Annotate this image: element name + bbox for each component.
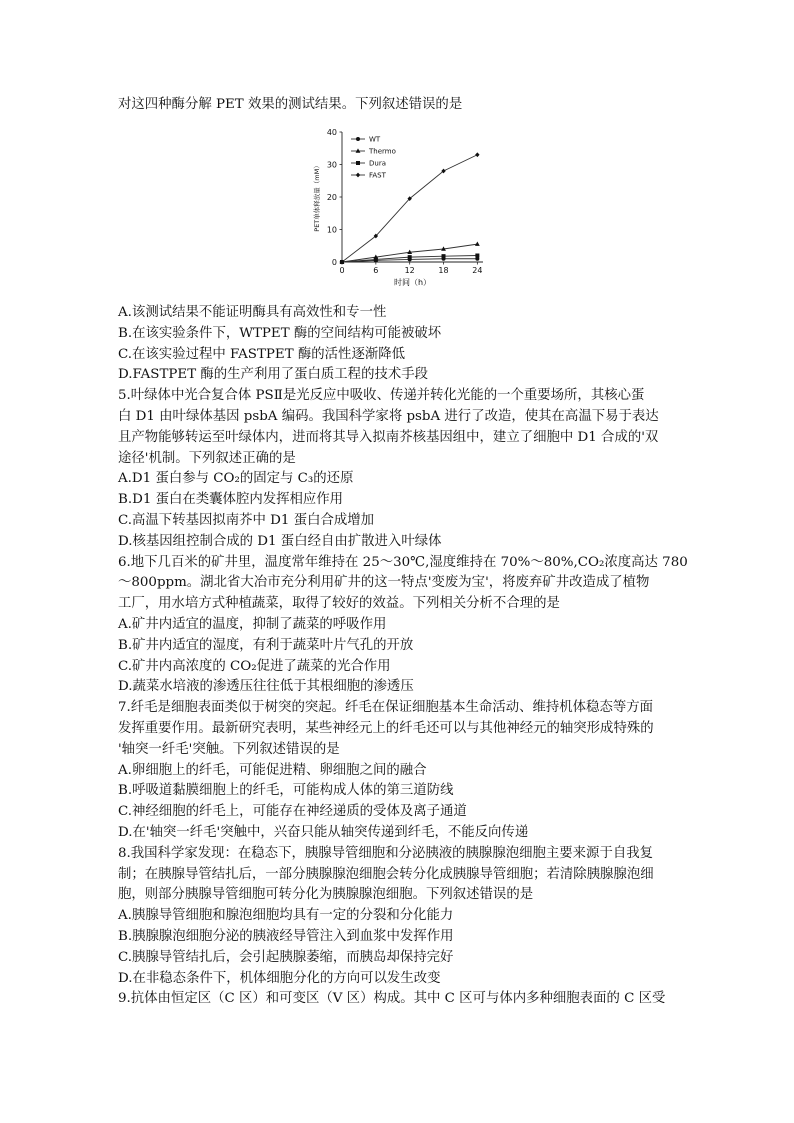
legend-label: Dura xyxy=(369,159,386,168)
data-point-dura xyxy=(442,254,446,258)
text-line: A.卵细胞上的纤毛，可能促进精、卵细胞之间的融合 xyxy=(118,762,427,778)
text-line: B.呼吸道黏膜细胞上的纤毛，可能构成人体的第三道防线 xyxy=(118,783,454,799)
text-line: A.该测试结果不能证明酶具有高效性和专一性 xyxy=(118,305,387,320)
y-tick-label: 20 xyxy=(326,193,337,202)
x-tick-label: 12 xyxy=(404,266,415,275)
text-line: D.在'轴突一纤毛'突触中，兴奋只能从轴突传递到纤毛，不能反向传递 xyxy=(118,824,529,840)
y-tick-label: 10 xyxy=(326,225,337,235)
text-line: D.蔬菜水培液的渗透压往往低于其根细胞的渗透压 xyxy=(118,679,414,695)
x-tick-label: 18 xyxy=(438,266,449,275)
text-line: 且产物能够转运至叶绿体内，进而将其导入拟南芥核基因组中，建立了细胞中 D1 合成的'双 xyxy=(118,429,659,445)
text-line: C.在该实验过程中 FASTPET 酶的活性逐渐降低 xyxy=(118,346,406,362)
text-line: 制；在胰腺导管结扎后，一部分胰腺腺泡细胞会转分化成胰腺导管细胞；若清除胰腺腺泡细 xyxy=(118,866,654,882)
chart-series xyxy=(340,152,480,264)
data-point-dura xyxy=(374,257,378,261)
chart-legend xyxy=(351,136,396,180)
text-line: 7.纤毛是细胞表面类似于树突的突起。纤毛在保证细胞基本生命活动、维持机体稳态等方面 xyxy=(118,700,654,716)
data-point-fast xyxy=(475,152,479,157)
text-line: 工厂，用水培方式种植蔬菜，取得了较好的效益。下列相关分析不合理的是 xyxy=(118,596,560,612)
text-line: D.FASTPET 酶的生产利用了蛋白质工程的技术手段 xyxy=(118,367,429,383)
x-tick-label: 6 xyxy=(373,266,379,275)
text-line: A.胰腺导管细胞和腺泡细胞均具有一定的分裂和分化能力 xyxy=(118,908,454,924)
text-line: C.胰腺导管结扎后，会引起胰腺萎缩，而胰岛却保持完好 xyxy=(118,949,454,965)
text-line: 发挥重要作用。最新研究表明，某些神经元上的纤毛还可以与其他神经元的轴突形成特殊的 xyxy=(118,720,654,736)
text-line: C.高温下转基因拟南芥中 D1 蛋白合成增加 xyxy=(118,512,375,528)
data-point-dura xyxy=(475,254,479,258)
question-text-block xyxy=(118,303,688,1010)
text-line: D.在非稳态条件下，机体细胞分化的方向可以发生改变 xyxy=(118,970,441,986)
legend-marker-fast xyxy=(356,173,360,178)
y-axis-label: PET单体释放量（mM） xyxy=(313,162,321,232)
y-tick-label: 0 xyxy=(331,258,337,267)
legend-label: Thermo xyxy=(369,147,396,156)
text-line: 胞，则部分胰腺导管细胞可转分化为胰腺腺泡细胞。下列叙述错误的是 xyxy=(118,887,534,903)
text-line: D.核基因组控制合成的 D1 蛋白经自由扩散进入叶绿体 xyxy=(118,533,442,549)
legend-marker-dura xyxy=(356,161,360,165)
text-line: C.神经细胞的纤毛上，可能存在神经递质的受体及离子通道 xyxy=(118,804,467,820)
text-line: C.矿井内高浓度的 CO₂促进了蔬菜的光合作用 xyxy=(118,658,391,674)
text-line: A.D1 蛋白参与 CO₂的固定与 C₃的还原 xyxy=(118,471,354,487)
pet-release-line-chart xyxy=(305,122,495,294)
legend-label: WT xyxy=(369,135,381,144)
x-tick-label: 24 xyxy=(472,266,483,275)
text-line: 途径'机制。下列叙述正确的是 xyxy=(118,450,296,466)
question-4-stem-tail: 对这四种酶分解 PET 效果的测试结果。下列叙述错误的是 xyxy=(118,97,463,112)
text-line: A.矿井内适宜的温度，抑制了蔬菜的呼吸作用 xyxy=(118,616,387,632)
y-tick-label: 40 xyxy=(326,128,337,137)
legend-label: FAST xyxy=(369,171,386,180)
text-line: ～800ppm。湖北省大冶市充分利用矿井的这一特点'变废为宝'，将废弃矿井改造成了植物 xyxy=(118,575,650,591)
x-tick-label: 0 xyxy=(339,266,345,275)
text-line: 5.叶绿体中光合复合体 PSⅡ是光反应中吸收、传递并转化光能的一个重要场所，其核心蛋 xyxy=(118,388,645,404)
x-axis-label: 时间（h） xyxy=(393,278,432,287)
legend-marker-wt xyxy=(356,137,360,141)
series-line-fast xyxy=(342,155,477,262)
text-line: 8.我国科学家发现：在稳态下，胰腺导管细胞和分泌胰液的胰腺腺泡细胞主要来源于自我复 xyxy=(118,845,654,861)
text-line: 6.地下几百米的矿井里，温度常年维持在 25～30℃,湿度维持在 70%～80%,CO₂浓度高达 780 xyxy=(118,554,688,570)
y-tick-label: 30 xyxy=(326,160,337,170)
text-line: B.D1 蛋白在类囊体腔内发挥相应作用 xyxy=(118,492,344,508)
text-line: B.矿井内适宜的湿度，有利于蔬菜叶片气孔的开放 xyxy=(118,637,414,653)
text-line: 白 D1 由叶绿体基因 psbA 编码。我国科学家将 psbA 进行了改造，使其在高温下易于表达 xyxy=(118,408,659,424)
text-line: B.胰腺腺泡细胞分泌的胰液经导管注入到血浆中发挥作用 xyxy=(118,928,454,944)
text-line: '轴突一纤毛'突触。下列叙述错误的是 xyxy=(118,741,340,757)
data-point-dura xyxy=(408,255,412,259)
text-line: 9.抗体由恒定区（C 区）和可变区（V 区）构成。其中 C 区可与体内多种细胞表面的 C 区受 xyxy=(118,991,666,1007)
chart-axes xyxy=(342,132,483,262)
data-point-thermo xyxy=(475,242,480,246)
text-line: B.在该实验条件下，WTPET 酶的空间结构可能被破坏 xyxy=(118,325,442,341)
